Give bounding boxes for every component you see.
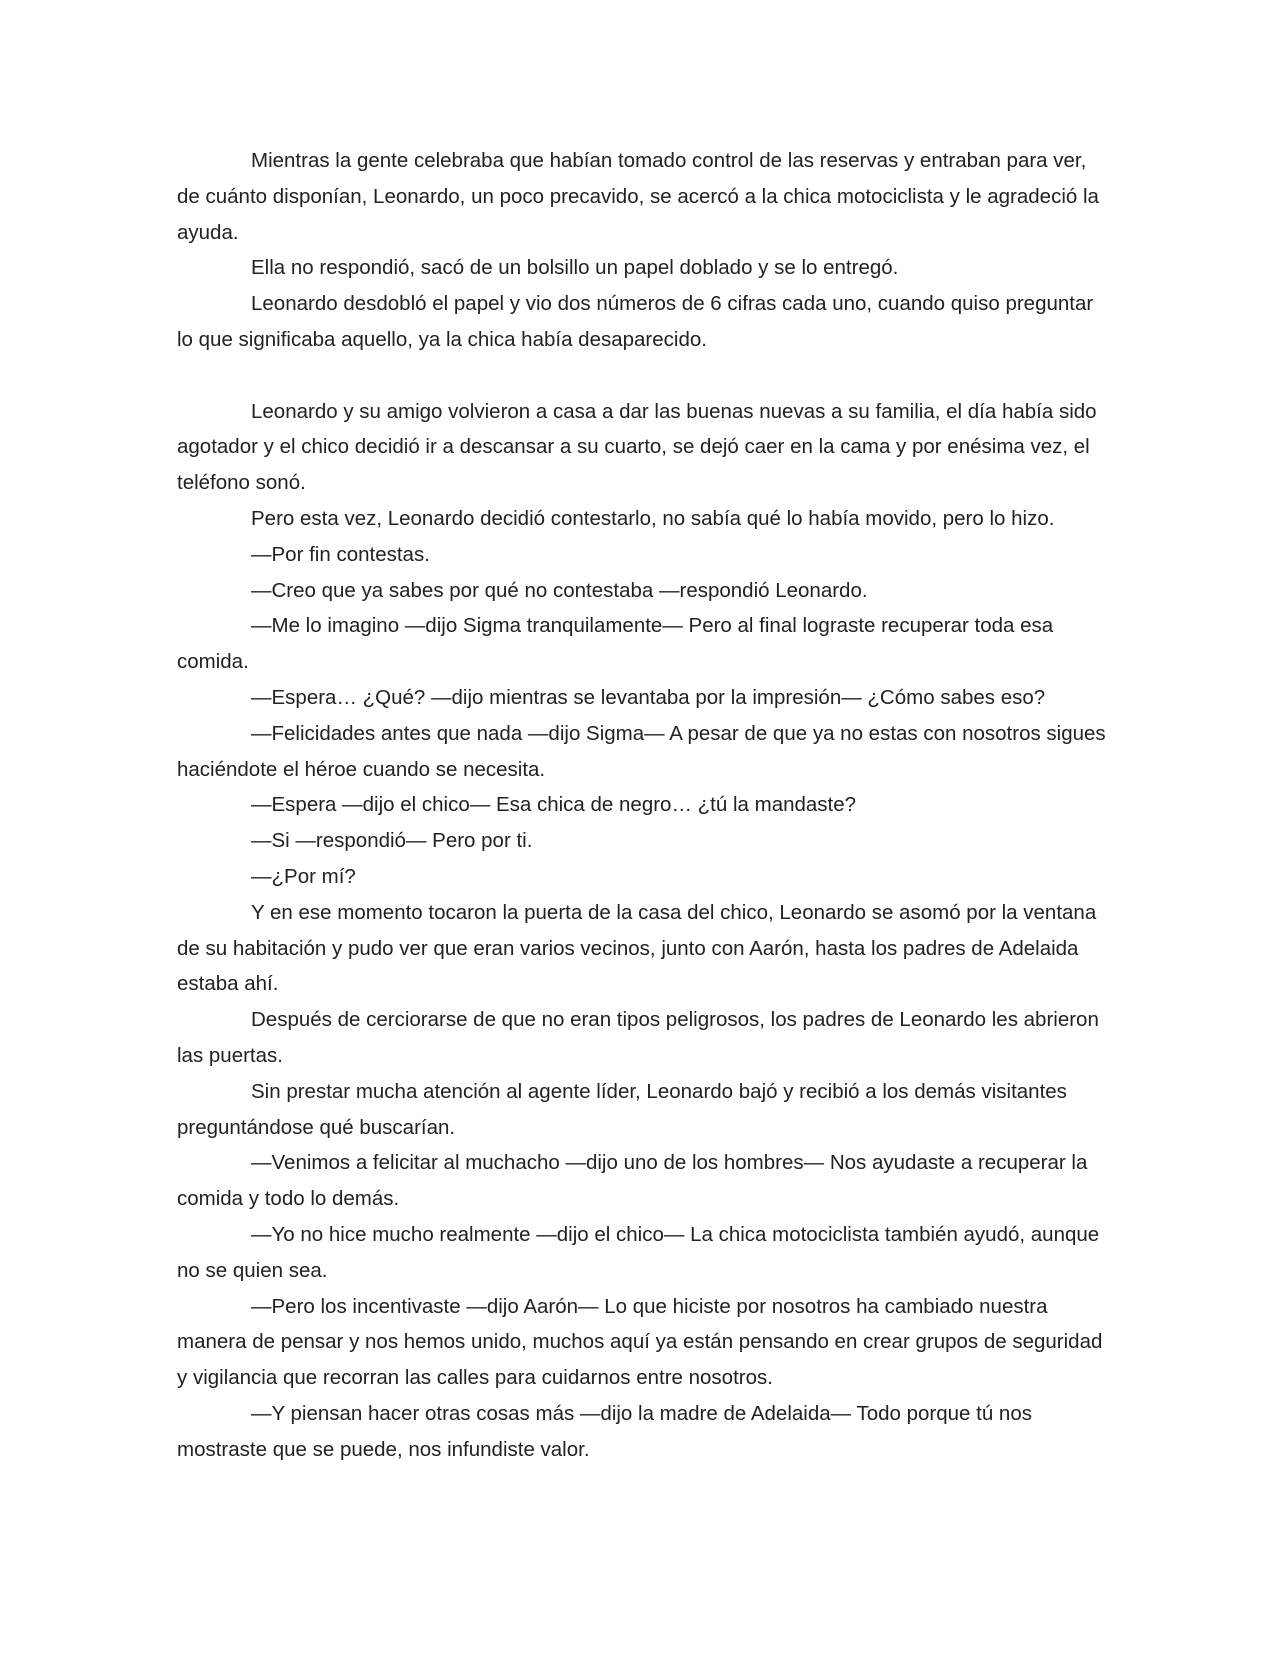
dialogue-line: —Felicidades antes que nada —dijo Sigma— A pesar de que ya no estas con nosotros sigues haciéndote el héroe cuando se necesita. — [177, 721, 1106, 781]
dialogue-line: —Espera —dijo el chico— Esa chica de negro… ¿tú la mandaste? — [251, 793, 857, 817]
dialogue-line: —Y piensan hacer otras cosas más —dijo la madre de Adelaida— Todo porque tú nos mostraste que se puede, nos infundiste valor. — [177, 1401, 1032, 1461]
dialogue-line: —Me lo imagino —dijo Sigma tranquilamente— Pero al final lograste recuperar toda esa comida. — [177, 614, 1054, 674]
paragraph: Ella no respondió, sacó de un bolsillo un papel doblado y se lo entregó. — [251, 256, 899, 280]
dialogue-line: —Si —respondió— Pero por ti. — [251, 829, 533, 853]
dialogue-line: —Pero los incentivaste —dijo Aarón— Lo que hiciste por nosotros ha cambiado nuestra manera de pensar y nos hemos unido, muchos aquí ya están pensando en crear grupos de seguridad y vigilancia que recorran las calles para cuidarnos entre nosotros. — [177, 1294, 1103, 1390]
paragraph: Leonardo y su amigo volvieron a casa a dar las buenas nuevas a su familia, el día había sido agotador y el chico decidió ir a descansar a su cuarto, se dejó caer en la cama y por enésima vez, el teléfono sonó. — [177, 399, 1097, 495]
paragraph: Mientras la gente celebraba que habían tomado control de las reservas y entraban para ver, de cuánto disponían, Leonardo, un poco precavido, se acercó a la chica motociclista y le agradeció la ayuda. — [177, 149, 1099, 244]
document-page — [177, 143, 1107, 1467]
dialogue-line: —Por fin contestas. — [251, 542, 430, 566]
section-break — [177, 358, 1107, 394]
dialogue-line: —Yo no hice mucho realmente —dijo el chico— La chica motociclista también ayudó, aunque no se quien sea. — [177, 1222, 1100, 1282]
dialogue-line: —¿Por mí? — [251, 864, 356, 888]
paragraph: Pero esta vez, Leonardo decidió contestarlo, no sabía qué lo había movido, pero lo hizo. — [251, 506, 1055, 530]
paragraph: Y en ese momento tocaron la puerta de la casa del chico, Leonardo se asomó por la ventana de su habitación y pudo ver que eran varios vecinos, junto con Aarón, hasta los padres de Adelaida estaba ahí. — [177, 900, 1097, 996]
paragraph: Sin prestar mucha atención al agente líder, Leonardo bajó y recibió a los demás visitantes preguntándose qué buscarían. — [177, 1079, 1067, 1139]
dialogue-line: —Venimos a felicitar al muchacho —dijo uno de los hombres— Nos ayudaste a recuperar la comida y todo lo demás. — [177, 1151, 1088, 1211]
dialogue-line: —Creo que ya sabes por qué no contestaba —respondió Leonardo. — [251, 578, 868, 602]
paragraph: Después de cerciorarse de que no eran tipos peligrosos, los padres de Leonardo les abrieron las puertas. — [177, 1008, 1099, 1067]
paragraph: Leonardo desdobló el papel y vio dos números de 6 cifras cada uno, cuando quiso preguntar lo que significaba aquello, ya la chica había desaparecido. — [177, 292, 1094, 351]
dialogue-line: —Espera… ¿Qué? —dijo mientras se levantaba por la impresión— ¿Cómo sabes eso? — [251, 685, 1046, 709]
